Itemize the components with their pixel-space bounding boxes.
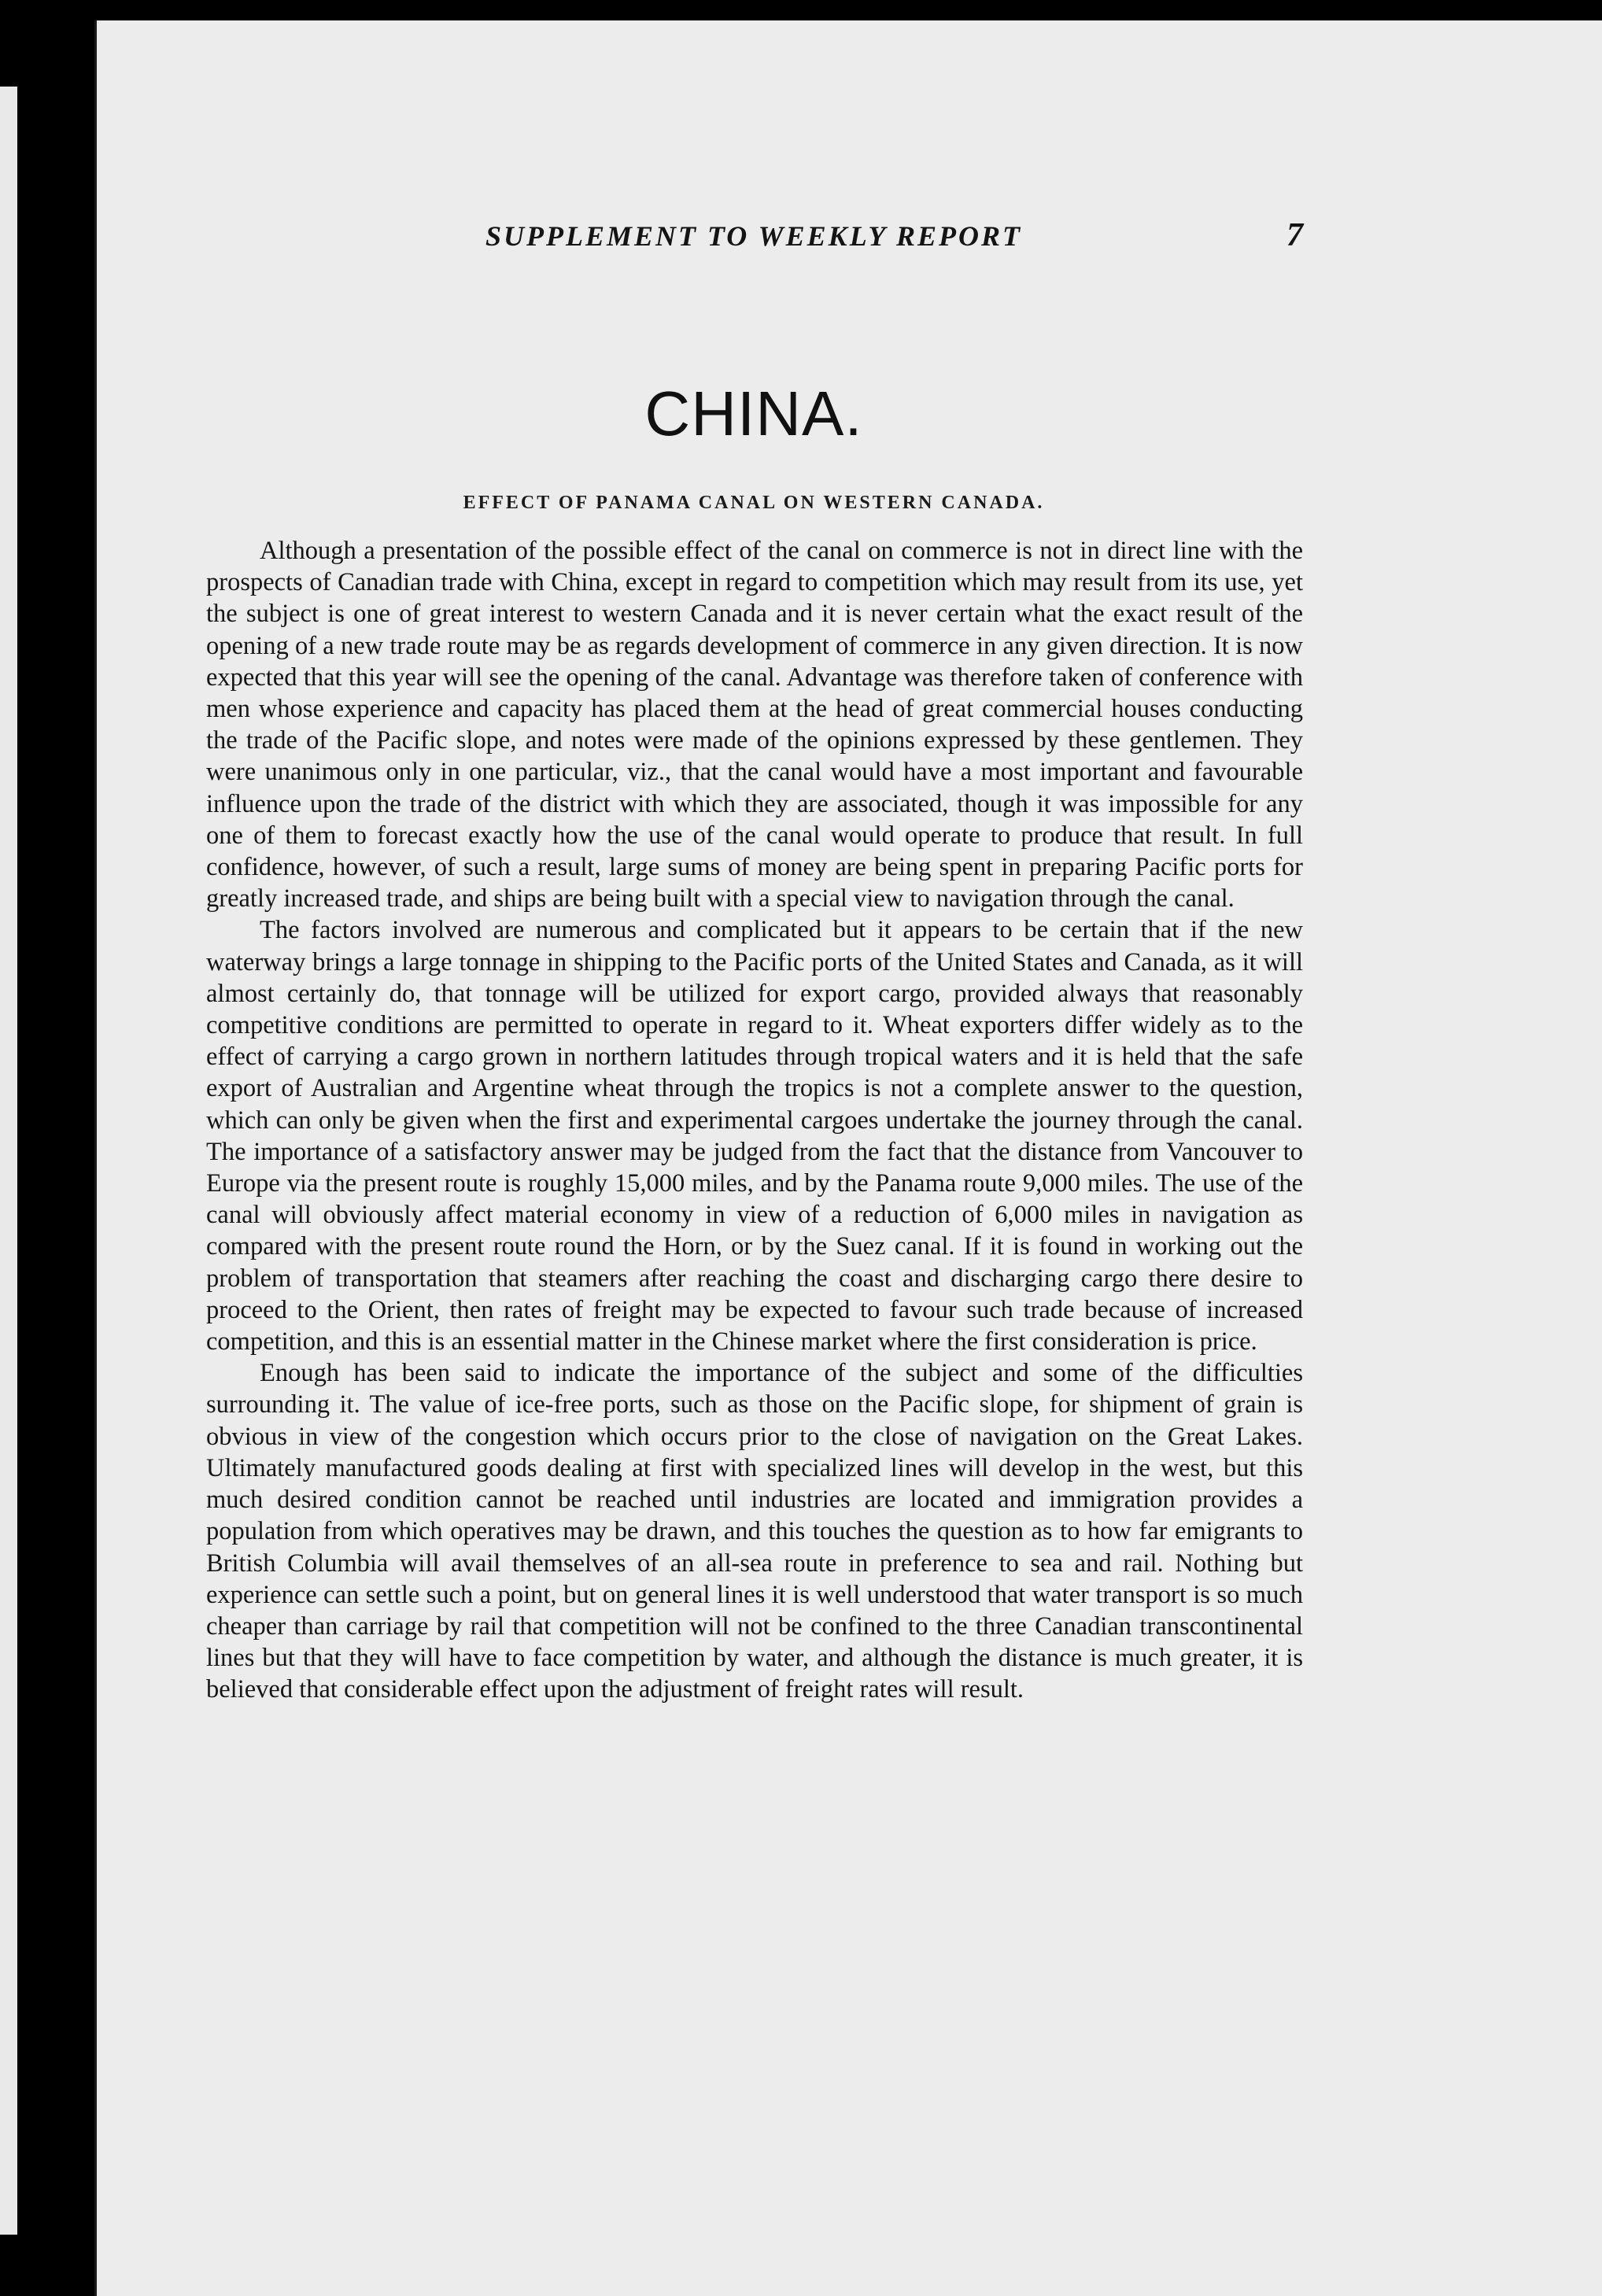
paragraph: Although a presentation of the possible effect of the canal on commerce is not in direct line with the prospects of Canadian trade with China, except in regard to competition which may result from its use, yet the subject is one of great interest to western Canada and it is never certain what the exact result of the opening of a new trade route may be as regards development of commerce in any given direction. It is now expected that this year will see the opening of the canal. Advantage was therefore taken of conference with men whose experience and capacity has placed them at the head of great commercial houses conducting the trade of the Pacific slope, and notes were made of the opinions expressed by these gentlemen. They were unanimous only in one particular, viz., that the canal would have a most important and favourable influence upon the trade of the district with which they are associated, though it was impossible for any one of them to forecast exactly how the use of the canal would operate to produce that result. In full confidence, however, of such a result, large sums of money are being spent in preparing Pacific ports for greatly increased trade, and ships are being built with a special view to navigation through the canal. bbox=[206, 537, 1303, 914]
article-body bbox=[206, 535, 1303, 1706]
page-number: 7 bbox=[1286, 217, 1303, 253]
running-title: SUPPLEMENT TO WEEKLY REPORT bbox=[485, 220, 1023, 252]
article-title: CHINA. bbox=[644, 378, 863, 448]
article-subtitle: EFFECT OF PANAMA CANAL ON WESTERN CANADA. bbox=[463, 493, 1045, 513]
adjacent-page-edge bbox=[0, 87, 17, 2235]
running-header bbox=[205, 216, 1303, 256]
paragraph: Enough has been said to indicate the importance of the subject and some of the difficulties surrounding it. The value of ice-free ports, such as those on the Pacific slope, for shipment of grain is obvious in view of the congestion which occurs prior to the close of navigation on the Great Lakes. Ultimately manufactured goods dealing at first with specialized lines will develop in the west, but this much desired condition cannot be reached until industries are located and immigration provides a population from which operatives may be drawn, and this touches the question as to how far emigrants to British Columbia will avail themselves of an all-sea route in preference to sea and rail. Nothing but experience can settle such a point, but on general lines it is well understood that water transport is so much cheaper than carriage by rail that competition will not be confined to the three Canadian transcontinental lines but that they will have to face competition by water, and although the distance is much greater, it is believed that considerable effect upon the adjustment of freight rates will result. bbox=[206, 1359, 1303, 1704]
paragraph: The factors involved are numerous and complicated but it appears to be certain that if the new waterway brings a large tonnage in shipping to the Pacific ports of the United States and Canada, as it will almost certainly do, that tonnage will be utilized for export cargo, provided always that reasonably competitive conditions are permitted to operate in regard to it. Wheat exporters differ widely as to the effect of carrying a cargo grown in northern latitudes through tropical waters and it is held that the safe export of Australian and Argentine wheat through the tropics is not a complete answer to the question, which can only be given when the first and experimental cargoes undertake the journey through the canal. The importance of a satisfactory answer may be judged from the fact that the distance from Vancouver to Europe via the present route is roughly 15,000 miles, and by the Panama route 9,000 miles. The use of the canal will obviously affect material economy in view of a reduction of 6,000 miles in navigation as compared with the present route round the Horn, or by the Suez canal. If it is found in working out the problem of transportation that steamers after reaching the coast and discharging cargo there desire to proceed to the Orient, then rates of freight may be expected to favour such trade because of increased competition, and this is an essential matter in the Chinese market where the first consideration is price. bbox=[206, 916, 1303, 1357]
